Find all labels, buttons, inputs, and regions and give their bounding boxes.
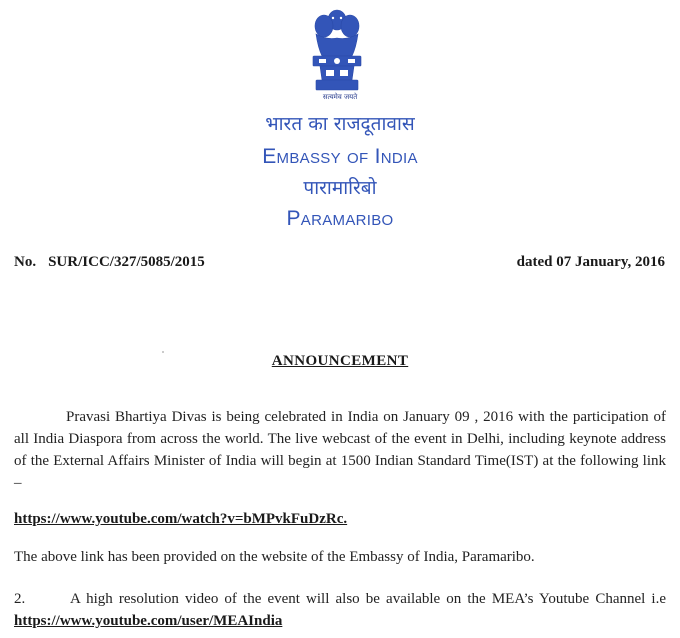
- state-emblem-icon: [298, 4, 376, 100]
- announcement-paragraph-1: Pravasi Bhartiya Divas is being celebrated in India on January 09 , 2016 with the participation of all India Diaspora from across the world. The live webcast of the event in Delhi, including keynote address of the External Affairs Minister of India will begin at 1500 Indian Standard Time(IST) at the following link –: [14, 409, 666, 491]
- paragraph-number: 2.: [14, 591, 26, 607]
- reference-number: [14, 254, 205, 271]
- mea-youtube-link[interactable]: https://www.youtube.com/user/MEAIndia: [14, 613, 283, 629]
- city-name-hindi: पारामारिबो: [303, 177, 377, 199]
- embassy-name-english: Embassy of India: [262, 145, 418, 168]
- webcast-link[interactable]: https://www.youtube.com/watch?v=bMPvkFuDzRc.: [14, 511, 348, 527]
- embassy-name-hindi: भारत का राजदूतावास: [265, 113, 415, 135]
- paragraph-3-text: A high resolution video of the event will also be available on the MEA’s Youtube Channel i.e: [70, 591, 666, 607]
- announcement-paragraph-3: [14, 588, 666, 632]
- announcement-title: ANNOUNCEMENT: [271, 353, 409, 369]
- announcement-paragraph-2: The above link has been provided on the website of the Embassy of India, Paramaribo.: [14, 549, 535, 565]
- date-line: dated 07 January, 2016: [516, 254, 665, 270]
- city-name-english: Paramaribo: [286, 207, 394, 230]
- emblem-motto: सत्यमेव जयते: [322, 93, 358, 101]
- reference-value: SUR/ICC/327/5085/2015: [48, 254, 205, 270]
- reference-label: No.: [14, 254, 37, 270]
